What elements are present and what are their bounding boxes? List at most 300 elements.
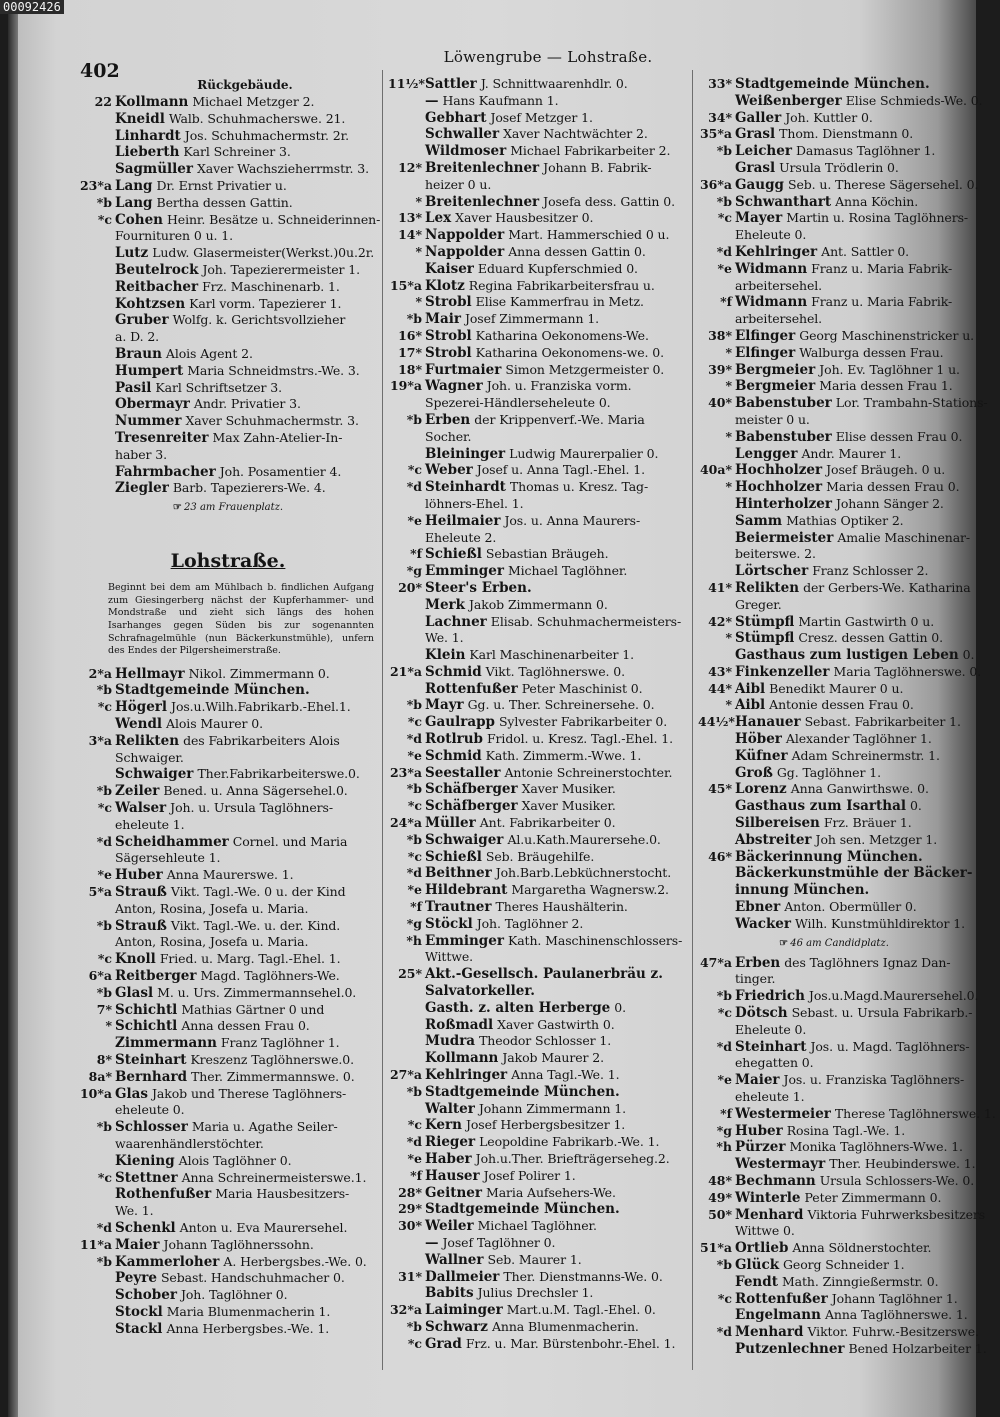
resident-details: Martin u. Rosina Taglöhners- [786, 210, 969, 226]
directory-entry [698, 1340, 987, 1358]
house-number [78, 430, 115, 447]
directory-entry [388, 177, 693, 194]
resident-details: Georg Schneider 1. [783, 1256, 905, 1272]
resident-details: Johann Taglöhnerssohn. [163, 1236, 314, 1252]
directory-entry [78, 178, 378, 195]
house-number [78, 380, 115, 397]
entry-list [388, 76, 693, 1353]
resident-details: Mart.u.M. Tagl.-Ehel. 0. [506, 1302, 656, 1318]
column-divider [382, 70, 383, 1370]
resident-name: Erben [735, 954, 781, 971]
resident-name: Schwarz [425, 1318, 488, 1335]
directory-entry [388, 1235, 693, 1252]
resident-details: a. D. 2. [115, 329, 160, 345]
directory-entry [78, 750, 378, 767]
directory-entry [388, 278, 693, 295]
resident-name: Mayer [735, 210, 783, 227]
resident-details: Johann B. Fabrik- [543, 159, 652, 175]
house-number [698, 1274, 735, 1291]
directory-entry [698, 971, 970, 988]
resident-name: Nappolder [425, 243, 505, 260]
house-number [388, 530, 425, 547]
directory-entry [78, 766, 378, 783]
resident-name: Dallmeier [425, 1268, 500, 1285]
house-number: * [725, 697, 732, 713]
resident-name: Schwaiger [425, 831, 504, 848]
resident-name: Ziegler [115, 480, 169, 497]
resident-details: Franz u. Maria Fabrik- [811, 294, 953, 310]
resident-details: Martin Gastwirth 0 u. [798, 613, 935, 629]
house-number [388, 496, 425, 513]
directory-entry [78, 968, 378, 985]
resident-name: Aibl [735, 697, 766, 714]
resident-details: Wilh. Kunstmühldirektor 1. [795, 915, 965, 931]
house-number: 23*a [79, 177, 112, 193]
resident-details: Anna Tagl.-We. 1. [511, 1067, 620, 1083]
resident-details: Josef Metzger 1. [490, 109, 593, 125]
house-number: *c [97, 211, 112, 227]
house-number: *d [96, 833, 112, 849]
resident-details: Joh. Tapezierermeister 1. [202, 261, 361, 277]
house-number [78, 111, 115, 128]
column-2 [388, 76, 693, 1353]
house-number [388, 630, 425, 647]
resident-name: Samm [735, 512, 783, 529]
directory-entry [698, 395, 988, 412]
resident-details: Ther. Dienstmanns-We. 0. [503, 1268, 663, 1284]
resident-name: Schmid [425, 747, 482, 764]
resident-details: Ther. Zimmermannswe. 0. [191, 1068, 355, 1084]
resident-name: Schäfberger [425, 798, 518, 815]
directory-entry [698, 765, 970, 782]
house-number [698, 513, 735, 530]
directory-entry [78, 363, 378, 380]
house-number: 36*a [699, 176, 732, 192]
directory-entry [388, 446, 693, 463]
resident-details: Ant. Sattler 0. [821, 243, 910, 259]
directory-entry [78, 464, 378, 481]
resident-details: M. u. Urs. Zimmermannsehel.0. [157, 984, 357, 1000]
resident-name: Nummer [115, 413, 182, 430]
resident-name: Peyre [115, 1270, 157, 1287]
resident-details: arbeitersehel. [735, 277, 823, 293]
resident-name: Dötsch [735, 1005, 788, 1022]
resident-details: waarenhändlerstöchter. [115, 1136, 264, 1151]
resident-details: der Gerbers-We. Katharina [803, 579, 971, 595]
house-number: *g [406, 563, 422, 579]
resident-details: meister 0 u. [735, 411, 810, 427]
resident-details: Michael Metzger 2. [192, 94, 315, 109]
resident-name: Knoll [115, 951, 156, 968]
directory-entry [78, 716, 378, 733]
house-number: *b [716, 1256, 732, 1272]
resident-details: Vikt. Tagl.-We. 0 u. der Kind [170, 884, 346, 900]
resident-name: Schlosser [115, 1119, 188, 1136]
resident-details: Anna Taglöhnerswe. 1. [824, 1307, 968, 1323]
resident-name: Menhard [735, 1324, 804, 1341]
house-number [388, 949, 425, 966]
house-number: 11*a [79, 1236, 112, 1252]
directory-entry [388, 261, 693, 278]
resident-details: Joh. Taglöhner 2. [476, 915, 584, 931]
house-number: *f [720, 1105, 732, 1121]
directory-entry [78, 1304, 378, 1321]
resident-name: Glasl [115, 984, 154, 1001]
house-number [388, 1101, 425, 1118]
resident-name: Hanauer [735, 714, 801, 731]
house-number: * [725, 630, 732, 646]
resident-name: Kneidl [115, 110, 165, 127]
directory-entry [698, 1072, 970, 1089]
directory-entry [698, 1240, 970, 1257]
resident-name: Hochholzer [735, 462, 823, 479]
resident-name: Wacker [735, 915, 792, 932]
resident-details: Barb. Tapezierers-We. 4. [172, 480, 326, 496]
resident-name: Abstreiter [735, 831, 812, 848]
resident-details: Mathias Optiker 2. [786, 512, 904, 528]
directory-entry [388, 1168, 693, 1185]
house-number [698, 563, 735, 580]
house-number: 5*a [88, 884, 112, 900]
resident-details: J. Schnittwaarenhdlr. 0. [480, 76, 628, 91]
directory-entry [388, 294, 693, 311]
directory-entry [388, 630, 693, 647]
resident-details: Jos. u. Anna Maurers- [504, 512, 641, 528]
house-number: * [725, 428, 732, 444]
resident-details: Amalie Maschinenar- [837, 529, 971, 545]
resident-details: Xaver Gastwirth 0. [497, 1016, 615, 1032]
resident-name: Strobl [425, 327, 472, 344]
resident-name: Rottenfußer [425, 680, 518, 697]
directory-entry [78, 346, 378, 363]
resident-details: Alois Agent 2. [165, 345, 253, 361]
house-number [78, 128, 115, 145]
resident-name: Friedrich [735, 988, 805, 1005]
house-number: *c [97, 699, 112, 715]
resident-details: Eheleute 2. [425, 529, 497, 545]
resident-name: Lachner [425, 613, 487, 630]
directory-entry [698, 345, 970, 362]
house-number: 20* [398, 579, 422, 595]
resident-details: Katharina Oekonomens-we. 0. [475, 344, 664, 360]
house-number: *b [96, 917, 112, 933]
resident-name: Gruber [115, 312, 169, 329]
house-number [78, 1035, 115, 1052]
resident-name: Silbereisen [735, 815, 820, 832]
directory-entry [388, 462, 693, 479]
house-number [388, 110, 425, 127]
resident-details: Anna Ganwirthswe. 0. [790, 781, 929, 797]
resident-details: Antonie Schreinerstochter. [504, 764, 673, 780]
resident-name: Tresenreiter [115, 429, 209, 446]
directory-entry [698, 194, 970, 211]
resident-details: Ther.Fabrikarbeiterswe.0. [197, 766, 360, 782]
house-number: 25* [398, 966, 422, 982]
resident-details: Eheleute 0. [735, 1021, 807, 1037]
resident-details: Cornel. und Maria [232, 833, 348, 849]
directory-entry [78, 934, 378, 951]
resident-details: eheleute 0. [115, 1102, 185, 1118]
house-number [698, 1341, 735, 1358]
directory-entry [388, 681, 693, 698]
resident-name: Reitberger [115, 968, 197, 985]
house-number: 8* [96, 1052, 112, 1068]
resident-name: Strauß [115, 917, 167, 934]
directory-entry [78, 1069, 378, 1086]
resident-name: Steinhart [735, 1038, 807, 1055]
house-number [78, 396, 115, 413]
directory-entry [698, 462, 970, 479]
resident-details: Theodor Schlosser 1. [479, 1033, 612, 1049]
resident-name: Kehlringer [735, 243, 818, 260]
directory-entry [388, 1252, 693, 1269]
resident-details: Maria Schneidmstrs.-We. 3. [187, 362, 360, 378]
directory-entry [698, 1274, 970, 1291]
resident-details: Simon Metzgermeister 0. [505, 361, 665, 377]
house-number: 40* [708, 395, 732, 411]
resident-details: We. 1. [425, 630, 464, 646]
resident-name: Klotz [425, 277, 465, 294]
resident-details: Maria Hausbesitzers- [215, 1186, 350, 1202]
house-number [698, 731, 735, 748]
resident-name: Braun [115, 345, 162, 362]
column-1 [78, 76, 381, 1338]
house-number: 11½* [388, 76, 425, 91]
resident-name: Engelmann [735, 1307, 821, 1324]
resident-details: Socher. [425, 428, 472, 444]
directory-entry [78, 1287, 378, 1304]
directory-entry [388, 865, 693, 882]
resident-name: Laiminger [425, 1302, 503, 1319]
resident-name: Bergmeier [735, 361, 816, 378]
resident-details: Ursula Trödlerin 0. [779, 159, 899, 175]
directory-entry [388, 916, 693, 933]
house-number [388, 126, 425, 143]
directory-entry [698, 798, 970, 815]
resident-details: Jos.u.Wilh.Fabrikarb.-Ehel.1. [171, 699, 351, 715]
house-number: *b [406, 697, 422, 713]
directory-entry [78, 94, 378, 111]
house-number: 47*a [699, 954, 732, 970]
resident-details: Jakob Zimmermann 0. [469, 596, 608, 612]
resident-details: eheleute 1. [735, 1089, 805, 1105]
directory-entry [78, 817, 378, 834]
directory-entry [388, 244, 693, 261]
resident-name: Rothenfußer [115, 1186, 212, 1203]
directory-entry [388, 1117, 693, 1134]
house-number: *c [407, 462, 422, 478]
house-number [698, 899, 735, 916]
resident-details: Adam Schreinermstr. 1. [791, 747, 940, 763]
resident-details: Thomas u. Kresz. Tag- [509, 479, 649, 495]
house-number: *c [407, 798, 422, 814]
house-number: *g [406, 915, 422, 931]
resident-details: Theres Haushälterin. [495, 899, 628, 915]
resident-details: Johann Taglöhner 1. [831, 1290, 958, 1306]
house-number [388, 1033, 425, 1050]
resident-name: Mayr [425, 697, 464, 714]
directory-entry [78, 800, 378, 817]
directory-entry [78, 195, 378, 212]
resident-name: Schenkl [115, 1219, 176, 1236]
section-description: Beginnt bei dem am Mühlbach b. findlichen Aufgang zum Giesingerberg nächst der Kupferhammer- und Mondstraße und zieht sich längs des hohen Isarhanges gegen Süden bis zur sogenannten Schrafnagelmühle (nun Bäckerkunstmühle), unfern des Endes der Pilgersheimerstraße. [108, 582, 374, 657]
resident-name: Cohen [115, 211, 163, 228]
resident-name: Stackl [115, 1320, 163, 1337]
resident-details: heizer 0 u. [425, 176, 492, 192]
directory-entry [698, 362, 970, 379]
house-number [388, 1000, 425, 1017]
directory-entry [698, 849, 970, 866]
house-number [78, 1287, 115, 1304]
resident-details: Max Zahn-Atelier-In- [212, 429, 343, 445]
resident-name: Winterle [735, 1189, 801, 1206]
resident-details: Johann Sänger 2. [835, 495, 944, 511]
directory-entry [698, 1223, 970, 1240]
house-number [78, 228, 115, 245]
directory-entry [388, 765, 693, 782]
directory-entry [78, 312, 378, 329]
resident-name: Grad [425, 1335, 462, 1352]
resident-details: eheleute 1. [115, 816, 185, 832]
directory-entry [698, 714, 970, 731]
resident-name: Babits [425, 1285, 474, 1302]
house-number: 43* [708, 663, 732, 679]
resident-name: Steer's Erben. [425, 579, 532, 596]
directory-entry [78, 1237, 378, 1254]
resident-details: Georg Maschinenstricker u. [799, 327, 975, 343]
house-number [698, 278, 735, 295]
house-number: * [415, 243, 422, 259]
resident-details: Joh sen. Metzger 1. [815, 831, 938, 847]
house-number [78, 312, 115, 329]
directory-entry [78, 1052, 378, 1069]
house-number: *b [406, 311, 422, 327]
house-number [388, 614, 425, 631]
resident-name: Geitner [425, 1184, 482, 1201]
resident-details: Elise dessen Frau 0. [835, 428, 963, 444]
resident-details: Seb. Bräugehilfe. [485, 848, 595, 864]
resident-name: Huber [115, 867, 163, 884]
directory-entry [78, 1254, 378, 1271]
house-number [78, 144, 115, 161]
resident-name: Walter [425, 1100, 475, 1117]
directory-entry [388, 1201, 693, 1218]
house-number [78, 1186, 115, 1203]
directory-entry [698, 614, 970, 631]
resident-details: Xaver Schuhmachermstr. 3. [185, 413, 359, 429]
resident-details: Thom. Dienstmann 0. [779, 126, 914, 142]
resident-details: Josefa dess. Gattin 0. [543, 193, 675, 209]
directory-entry [698, 126, 970, 143]
house-number [78, 1304, 115, 1321]
resident-name: Babenstuber [735, 428, 832, 445]
resident-details: Eheleute 0. [735, 227, 807, 243]
resident-name: Walser [115, 800, 167, 817]
resident-details: Sägersehleute 1. [115, 850, 221, 866]
directory-entry [698, 327, 975, 345]
resident-details: Jos. u. Franziska Taglöhners- [783, 1072, 965, 1088]
resident-details: Maria Blumenmacherin 1. [166, 1303, 331, 1319]
resident-details: Anna dessen Frau 0. [181, 1018, 310, 1034]
resident-details: Xaver Wachszieherrmstr. 3. [197, 161, 369, 177]
directory-entry [78, 279, 378, 296]
resident-details: Peter Zimmermann 0. [804, 1189, 942, 1205]
house-number: *f [410, 546, 422, 562]
house-number [78, 1102, 115, 1119]
directory-entry [78, 329, 378, 346]
pointing-hand-icon: ☞ [172, 502, 181, 514]
house-number [698, 1089, 735, 1106]
resident-details: arbeitersehel. [735, 311, 823, 327]
resident-details: Bertha dessen Gattin. [156, 194, 293, 210]
house-number [388, 261, 425, 278]
directory-entry [78, 480, 378, 497]
house-number: *h [406, 932, 422, 948]
directory-entry [388, 1134, 693, 1151]
resident-name: Kern [425, 1117, 462, 1134]
resident-name: Bergmeier [735, 378, 816, 395]
resident-details: Josef u. Anna Tagl.-Ehel. 1. [476, 462, 645, 478]
directory-entry [698, 311, 970, 328]
resident-details: Therese Taglöhnerswe. 1. [834, 1105, 996, 1121]
directory-entry [698, 378, 970, 395]
directory-entry [698, 1139, 970, 1156]
resident-details: Anna Schreinermeisterswe.1. [181, 1169, 367, 1185]
house-number: * [725, 479, 732, 495]
resident-details: Schwaiger. [115, 749, 184, 765]
house-number: *f [410, 899, 422, 915]
resident-name: Hauser [425, 1167, 480, 1184]
note-text: 23 am Frauenplatz. [184, 502, 284, 514]
resident-name: Schäfberger [425, 781, 518, 798]
house-number [698, 597, 735, 614]
directory-entry [388, 429, 693, 446]
resident-name: Högerl [115, 699, 168, 716]
resident-name: Wildmoser [425, 143, 507, 160]
directory-entry [388, 731, 693, 748]
resident-name: — [425, 92, 439, 109]
resident-name: Strobl [425, 344, 472, 361]
house-number: *c [407, 1117, 422, 1133]
resident-details: Rosina Tagl.-We. 1. [786, 1122, 906, 1138]
house-number [698, 1022, 735, 1039]
resident-name: Pürzer [735, 1139, 786, 1156]
resident-details: Dr. Ernst Privatier u. [156, 177, 287, 193]
house-number: *c [97, 800, 112, 816]
house-number [78, 329, 115, 346]
resident-details: Wolfg. k. Gerichtsvollzieher [172, 312, 346, 328]
resident-details: Walb. Schuhmacherswe. 21. [168, 110, 346, 126]
resident-name: Bernhard [115, 1068, 188, 1085]
resident-name: Huber [735, 1122, 783, 1139]
resident-name: Maier [115, 1236, 160, 1253]
resident-name: Wallner [425, 1251, 484, 1268]
resident-details: Michael Fabrikarbeiter 2. [510, 143, 671, 159]
subheading-rueckgebaeude: Rückgebäude. [197, 78, 293, 92]
house-number: 23*a [389, 764, 422, 780]
house-number: *c [717, 210, 732, 226]
resident-name: Hinterholzer [735, 495, 832, 512]
resident-details: Kath. Zimmerm.-Wwe. 1. [485, 747, 642, 763]
house-number: 12* [398, 159, 422, 175]
resident-name: Stockl [115, 1303, 163, 1320]
resident-name: Pasil [115, 379, 152, 396]
resident-details: Seb. Maurer 1. [487, 1251, 582, 1267]
house-number: *e [97, 867, 112, 883]
directory-entry [698, 92, 983, 110]
resident-details: Kreszenz Taglöhnerswe.0. [190, 1052, 354, 1068]
house-number [698, 446, 735, 463]
